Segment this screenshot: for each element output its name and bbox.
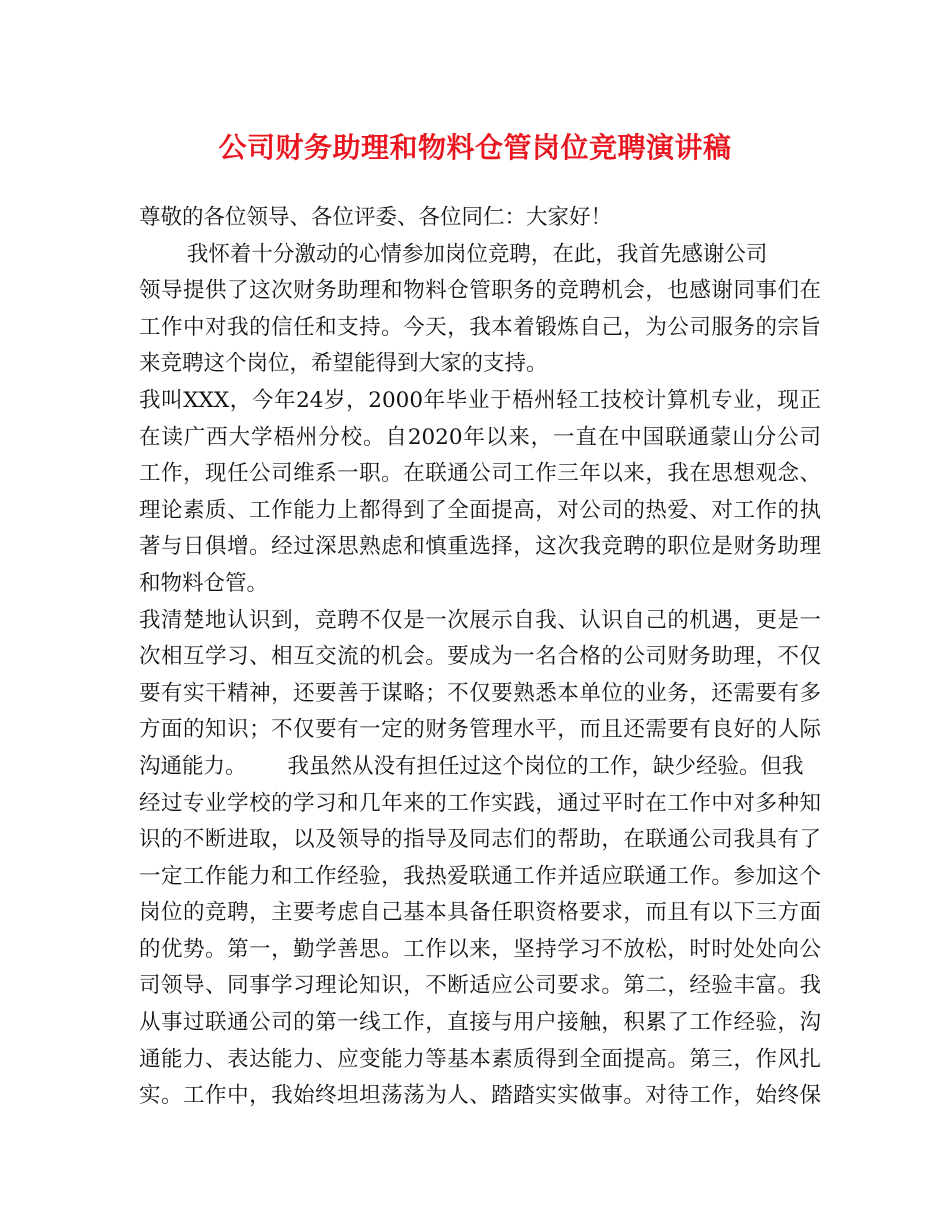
paragraph-line: 要有实干精神，还要善于谋略；不仅要熟悉本单位的业务，还需要有多 (139, 680, 821, 706)
paragraph-line: 我怀着十分激动的心情参加岗位竞聘，在此，我首先感谢公司 (139, 241, 768, 267)
paragraph-line: 沟通能力。 我虽然从没有担任过这个岗位的工作，缺少经验。但我 (139, 753, 804, 779)
paragraph-line: 著与日俱增。经过深思熟虑和慎重选择，这次我竞聘的职位是财务助理 (139, 534, 821, 560)
paragraph-line: 理论素质、工作能力上都得到了全面提高，对公司的热爱、对工作的执 (139, 497, 821, 523)
document-body (139, 200, 821, 1115)
paragraph-line: 岗位的竞聘，主要考虑自己基本具备任职资格要求，而且有以下三方面 (139, 900, 821, 926)
paragraph-line: 的优势。第一，勤学善思。工作以来，坚持学习不放松，时时处处向公 (139, 936, 821, 962)
paragraph-line: 工作，现任公司维系一职。在联通公司工作三年以来，我在思想观念、 (139, 461, 821, 487)
paragraph-line: 司领导、同事学习理论知识，不断适应公司要求。第二，经验丰富。我 (139, 973, 821, 999)
paragraph-line: 和物料仓管。 (139, 570, 269, 596)
paragraph-line: 从事过联通公司的第一线工作，直接与用户接触，积累了工作经验，沟 (139, 1010, 821, 1036)
paragraph-line: 次相互学习、相互交流的机会。要成为一名合格的公司财务助理，不仅 (139, 644, 821, 670)
paragraph-line: 工作中对我的信任和支持。今天，我本着锻炼自己，为公司服务的宗旨 (139, 314, 821, 340)
paragraph-line: 通能力、表达能力、应变能力等基本素质得到全面提高。第三，作风扎 (139, 1046, 821, 1072)
paragraph-line: 在读广西大学梧州分校。自2020年以来，一直在中国联通蒙山分公司 (139, 424, 821, 450)
paragraph-line: 尊敬的各位领导、各位评委、各位同仁：大家好！ (139, 205, 613, 230)
paragraph-line: 来竞聘这个岗位，希望能得到大家的支持。 (139, 351, 548, 377)
paragraph-line: 我清楚地认识到，竞聘不仅是一次展示自我、认识自己的机遇，更是一 (139, 607, 821, 633)
paragraph-line: 我叫XXX，今年24岁，2000年毕业于梧州轻工技校计算机专业，现正 (139, 387, 821, 413)
paragraph-line: 一定工作能力和工作经验，我热爱联通工作并适应联通工作。参加这个 (139, 863, 821, 889)
paragraph-line: 领导提供了这次财务助理和物料仓管职务的竞聘机会，也感谢同事们在 (139, 278, 821, 304)
paragraph-line: 方面的知识；不仅要有一定的财务管理水平，而且还需要有良好的人际 (139, 717, 821, 743)
paragraph-line: 识的不断进取，以及领导的指导及同志们的帮助，在联通公司我具有了 (139, 827, 821, 853)
paragraph-line: 经过专业学校的学习和几年来的工作实践，通过平时在工作中对多种知 (139, 790, 821, 816)
document-title: 公司财务助理和物料仓管岗位竞聘演讲稿 (218, 131, 732, 164)
paragraph-line: 实。工作中，我始终坦坦荡荡为人、踏踏实实做事。对待工作，始终保 (139, 1083, 821, 1109)
